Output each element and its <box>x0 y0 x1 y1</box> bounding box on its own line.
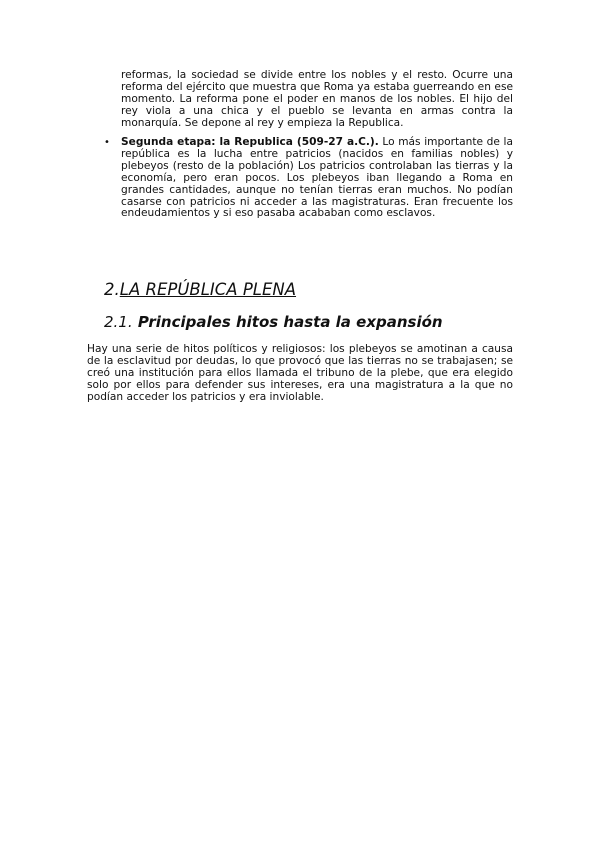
section-title: LA REPÚBLICA PLENA <box>119 280 297 299</box>
bullet-item-segunda-etapa <box>104 136 513 220</box>
bullet-text: Lo más importante de la república es la lucha entre patricios (nacidos en familias nobles) y plebeyos (resto de la población) Los patricios controlaban las tierras y la economía, pero eran pocos. Los plebeyos iban llegando a Roma en grandes cantidades, aunque no tenían tierras eran muchos. No podían casarse con patricios ni acceder a las magistraturas. Eran frecuente los endeudamientos y si eso pasaba acababan como esclavos. <box>121 136 513 220</box>
section-number: 2. <box>104 280 120 299</box>
bullet-title: Segunda etapa: la Republica (509-27 a.C.). <box>121 136 379 148</box>
subsection-number: 2.1. <box>104 313 133 331</box>
subsection-heading <box>104 312 443 332</box>
bullet-icon: • <box>104 137 110 148</box>
continuation-paragraph: reformas, la sociedad se divide entre los nobles y el resto. Ocurre una reforma del ejército que muestra que Roma ya estaba guerreando en ese momento. La reforma pone el poder en manos de los nobles. El hijo del rey viola a una chica y el pueblo se levanta en armas contra la monarquía. Se depone al rey y empieza la Republica. <box>121 69 513 129</box>
subsection-title: Principales hitos hasta la expansión <box>137 313 443 331</box>
section-heading <box>104 280 296 300</box>
body-paragraph: Hay una serie de hitos políticos y religiosos: los plebeyos se amotinan a causa de la esclavitud por deudas, lo que provocó que las tierras no se trabajasen; se creó una institución para ellos llamada el tribuno de la plebe, que era elegido solo por ellos para defender sus intereses, era una magistratura a la que no podían acceder los patricios y era inviolable. <box>87 343 513 403</box>
